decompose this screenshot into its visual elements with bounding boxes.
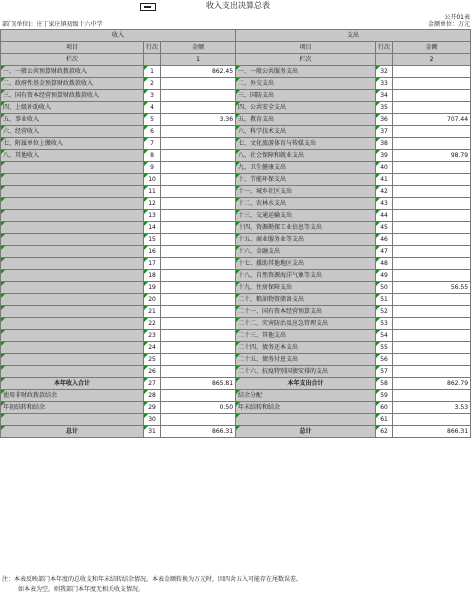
expense-line-no: 40 — [376, 162, 393, 174]
table-row — [1, 90, 471, 102]
income-line-no: 7 — [144, 138, 161, 150]
expense-amount — [393, 198, 471, 210]
income-amount — [161, 90, 236, 102]
income-line-no: 12 — [144, 198, 161, 210]
income-item — [1, 330, 144, 342]
income-line-no: 2 — [144, 78, 161, 90]
income-amount — [161, 294, 236, 306]
income-line-no: 18 — [144, 270, 161, 282]
table-row — [1, 174, 471, 186]
table-row — [1, 150, 471, 162]
table-row — [1, 318, 471, 330]
footnote: 注：本表反映部门本年度的总收支和年末结转结余情况。本表金额转换为万元时，因四舍五入可能存在尾数误差。 — [2, 576, 303, 583]
income-amount — [161, 414, 236, 426]
table-row — [1, 378, 471, 390]
income-line-no: 26 — [144, 366, 161, 378]
table-row — [1, 186, 471, 198]
income-item: 五、事业收入 — [1, 114, 144, 126]
income-line-no: 4 — [144, 102, 161, 114]
income-item — [1, 186, 144, 198]
expense-amount: 866.31 — [393, 426, 471, 438]
expense-line-no: 49 — [376, 270, 393, 282]
table-row — [1, 162, 471, 174]
form-code: 公开01表 — [444, 14, 470, 21]
expense-amount: 98.79 — [393, 150, 471, 162]
table-row — [1, 246, 471, 258]
expense-amount — [393, 234, 471, 246]
income-line-no: 30 — [144, 414, 161, 426]
item-header: 项目 — [236, 42, 376, 54]
income-amount: 865.81 — [161, 378, 236, 390]
income-amount — [161, 186, 236, 198]
income-line-no: 31 — [144, 426, 161, 438]
income-item: 使用非财政拨款结余 — [1, 390, 144, 402]
expense-line-no: 44 — [376, 210, 393, 222]
expense-amount — [393, 366, 471, 378]
table-row — [1, 234, 471, 246]
expense-item: 十九、住房保障支出 — [236, 282, 376, 294]
income-item — [1, 318, 144, 330]
table-row — [1, 282, 471, 294]
income-line-no: 25 — [144, 354, 161, 366]
income-amount — [161, 258, 236, 270]
expense-line-no: 47 — [376, 246, 393, 258]
income-amount — [161, 198, 236, 210]
column-label: 栏次 — [1, 54, 144, 66]
income-amount: 3.36 — [161, 114, 236, 126]
amount-header: 金额 — [393, 42, 471, 54]
expense-line-no: 46 — [376, 234, 393, 246]
expense-item: 十六、金融支出 — [236, 246, 376, 258]
income-header: 收入 — [1, 30, 236, 42]
amount-unit: 金额单位：万元 — [427, 21, 470, 28]
expense-item: 八、社会保障和就业支出 — [236, 150, 376, 162]
income-line-no: 14 — [144, 222, 161, 234]
income-line-no: 8 — [144, 150, 161, 162]
income-line-no: 10 — [144, 174, 161, 186]
expense-amount — [393, 222, 471, 234]
expense-amount — [393, 342, 471, 354]
expense-amount — [393, 162, 471, 174]
income-item — [1, 282, 144, 294]
expense-item: 二十五、债务付息支出 — [236, 354, 376, 366]
income-item — [1, 414, 144, 426]
income-amount — [161, 390, 236, 402]
income-line-no: 23 — [144, 330, 161, 342]
expense-amount: 707.44 — [393, 114, 471, 126]
expense-item: 十三、交通运输支出 — [236, 210, 376, 222]
expense-item: 十七、援助其他地区支出 — [236, 258, 376, 270]
income-item — [1, 258, 144, 270]
expense-item: 二十、粮油物资储备支出 — [236, 294, 376, 306]
table-row — [1, 330, 471, 342]
table-row — [1, 294, 471, 306]
expense-line-no: 60 — [376, 402, 393, 414]
income-amount — [161, 318, 236, 330]
report-title: 收入支出决算总表 — [206, 1, 270, 10]
expense-line-no: 34 — [376, 90, 393, 102]
expense-line-no: 41 — [376, 174, 393, 186]
selection-box-icon — [140, 3, 156, 11]
table-row — [1, 426, 471, 438]
table-row — [1, 126, 471, 138]
expense-item: 二十二、灾害防治及应急管理支出 — [236, 318, 376, 330]
income-line-no: 15 — [144, 234, 161, 246]
table-row — [1, 66, 471, 78]
income-item — [1, 366, 144, 378]
expense-line-no: 42 — [376, 186, 393, 198]
expense-item: 五、教育支出 — [236, 114, 376, 126]
expense-item: 十二、农林水支出 — [236, 198, 376, 210]
income-item — [1, 162, 144, 174]
expense-item: 三、国防支出 — [236, 90, 376, 102]
table-row — [1, 258, 471, 270]
expense-amount: 3.53 — [393, 402, 471, 414]
expense-line-no: 56 — [376, 354, 393, 366]
income-item: 本年收入合计 — [1, 378, 144, 390]
expense-amount — [393, 210, 471, 222]
expense-amount — [393, 390, 471, 402]
expense-item: 年末结转和结余 — [236, 402, 376, 414]
income-amount — [161, 174, 236, 186]
expense-line-no: 45 — [376, 222, 393, 234]
income-amount — [161, 162, 236, 174]
table-row — [1, 222, 471, 234]
expense-line-no: 39 — [376, 150, 393, 162]
expense-line-no: 35 — [376, 102, 393, 114]
income-item — [1, 198, 144, 210]
income-line-no: 9 — [144, 162, 161, 174]
income-line-no: 3 — [144, 90, 161, 102]
income-item — [1, 270, 144, 282]
expense-amount — [393, 126, 471, 138]
income-item — [1, 354, 144, 366]
income-item: 八、其他收入 — [1, 150, 144, 162]
expense-item: 结余分配 — [236, 390, 376, 402]
column-label: 栏次 — [236, 54, 376, 66]
income-item: 总计 — [1, 426, 144, 438]
income-item — [1, 222, 144, 234]
expense-amount — [393, 270, 471, 282]
income-amount — [161, 78, 236, 90]
expense-line-no: 48 — [376, 258, 393, 270]
expense-line-no: 55 — [376, 342, 393, 354]
income-line-no: 6 — [144, 126, 161, 138]
income-line-no: 22 — [144, 318, 161, 330]
table-row — [1, 342, 471, 354]
expense-amount — [393, 318, 471, 330]
expense-item: 一、一般公共服务支出 — [236, 66, 376, 78]
income-amount — [161, 354, 236, 366]
expense-line-no: 54 — [376, 330, 393, 342]
income-line-no: 1 — [144, 66, 161, 78]
income-line-no: 5 — [144, 114, 161, 126]
expense-item: 二十一、国有资本经营预算支出 — [236, 306, 376, 318]
footnote: 如本表为空，则我部门本年度无相关收支情况。 — [18, 586, 145, 593]
expense-line-no: 50 — [376, 282, 393, 294]
expense-item: 六、科学技术支出 — [236, 126, 376, 138]
expense-amount — [393, 186, 471, 198]
expense-line-no: 58 — [376, 378, 393, 390]
income-item — [1, 246, 144, 258]
amount-header: 金额 — [161, 42, 236, 54]
expense-item: 十四、资源勘探工业信息等支出 — [236, 222, 376, 234]
expense-line-no: 43 — [376, 198, 393, 210]
expense-amount — [393, 66, 471, 78]
income-amount: 862.45 — [161, 66, 236, 78]
column-1: 1 — [161, 54, 236, 66]
item-header: 项目 — [1, 42, 144, 54]
income-amount — [161, 234, 236, 246]
income-amount — [161, 306, 236, 318]
expense-amount — [393, 306, 471, 318]
expense-item: 十一、城乡社区支出 — [236, 186, 376, 198]
table-row — [1, 138, 471, 150]
table-row — [1, 102, 471, 114]
table-row — [1, 210, 471, 222]
expense-item: 四、公共安全支出 — [236, 102, 376, 114]
expense-line-no: 53 — [376, 318, 393, 330]
expense-amount: 862.79 — [393, 378, 471, 390]
table-row — [1, 306, 471, 318]
expense-item: 十五、商业服务业等支出 — [236, 234, 376, 246]
table-row — [1, 402, 471, 414]
income-amount — [161, 330, 236, 342]
expense-item: 二十六、抗疫特别国债安排的支出 — [236, 366, 376, 378]
income-item: 七、附属单位上缴收入 — [1, 138, 144, 150]
expense-amount — [393, 102, 471, 114]
expense-line-no: 62 — [376, 426, 393, 438]
income-line-no: 28 — [144, 390, 161, 402]
line-header: 行次 — [144, 42, 161, 54]
income-amount — [161, 222, 236, 234]
income-amount — [161, 282, 236, 294]
expense-line-no: 52 — [376, 306, 393, 318]
income-amount — [161, 366, 236, 378]
table-row — [1, 270, 471, 282]
income-item — [1, 174, 144, 186]
expense-item: 二、外交支出 — [236, 78, 376, 90]
income-line-no: 16 — [144, 246, 161, 258]
expense-item — [236, 414, 376, 426]
expense-item: 二十四、债务还本支出 — [236, 342, 376, 354]
income-line-no: 29 — [144, 402, 161, 414]
expense-item: 本年支出合计 — [236, 378, 376, 390]
expense-amount — [393, 258, 471, 270]
income-amount: 0.50 — [161, 402, 236, 414]
expense-item: 九、卫生健康支出 — [236, 162, 376, 174]
income-amount — [161, 138, 236, 150]
expense-line-no: 59 — [376, 390, 393, 402]
expense-amount — [393, 294, 471, 306]
expense-line-no: 61 — [376, 414, 393, 426]
income-amount — [161, 210, 236, 222]
expense-item: 十、节能环保支出 — [236, 174, 376, 186]
expense-line-no: 32 — [376, 66, 393, 78]
table-row — [1, 198, 471, 210]
expense-item: 七、文化旅游体育与传媒支出 — [236, 138, 376, 150]
expense-amount — [393, 246, 471, 258]
income-amount — [161, 102, 236, 114]
expense-line-no: 36 — [376, 114, 393, 126]
table-row — [1, 354, 471, 366]
income-amount — [161, 246, 236, 258]
line-header: 行次 — [376, 42, 393, 54]
expense-line-no: 38 — [376, 138, 393, 150]
expense-line-no: 37 — [376, 126, 393, 138]
table-row — [1, 366, 471, 378]
expense-header: 支出 — [236, 30, 471, 42]
expense-item: 总计 — [236, 426, 376, 438]
budget-table — [0, 29, 471, 438]
income-item — [1, 294, 144, 306]
table-row — [1, 114, 471, 126]
income-item: 年初结转和结余 — [1, 402, 144, 414]
income-amount — [161, 150, 236, 162]
table-row — [1, 414, 471, 426]
column-2: 2 — [393, 54, 471, 66]
income-line-no: 27 — [144, 378, 161, 390]
income-line-no: 13 — [144, 210, 161, 222]
income-amount: 866.31 — [161, 426, 236, 438]
expense-line-no: 51 — [376, 294, 393, 306]
income-line-no: 24 — [144, 342, 161, 354]
expense-amount — [393, 330, 471, 342]
expense-amount — [393, 90, 471, 102]
income-line-no: 19 — [144, 282, 161, 294]
expense-line-no: 57 — [376, 366, 393, 378]
income-item: 一、一般公共预算财政拨款收入 — [1, 66, 144, 78]
table-row — [1, 390, 471, 402]
expense-amount — [393, 138, 471, 150]
expense-amount — [393, 78, 471, 90]
income-line-no: 20 — [144, 294, 161, 306]
income-amount — [161, 342, 236, 354]
unit-name: 部门(单位)：庄丁家庄镇初级十六中学 — [2, 21, 103, 28]
income-item — [1, 210, 144, 222]
income-line-no: 17 — [144, 258, 161, 270]
expense-amount — [393, 174, 471, 186]
income-item — [1, 342, 144, 354]
income-item — [1, 306, 144, 318]
expense-amount: 56.55 — [393, 282, 471, 294]
table-row — [1, 78, 471, 90]
income-amount — [161, 126, 236, 138]
income-item: 四、上级补助收入 — [1, 102, 144, 114]
expense-item: 二十三、其他支出 — [236, 330, 376, 342]
income-amount — [161, 270, 236, 282]
income-item: 三、国有资本经营预算财政拨款收入 — [1, 90, 144, 102]
income-item: 二、政府性基金预算财政拨款收入 — [1, 78, 144, 90]
expense-item: 十八、自然资源海洋气象等支出 — [236, 270, 376, 282]
expense-line-no: 33 — [376, 78, 393, 90]
income-item — [1, 234, 144, 246]
expense-amount — [393, 354, 471, 366]
income-line-no: 21 — [144, 306, 161, 318]
income-line-no: 11 — [144, 186, 161, 198]
income-item: 六、经营收入 — [1, 126, 144, 138]
expense-amount — [393, 414, 471, 426]
